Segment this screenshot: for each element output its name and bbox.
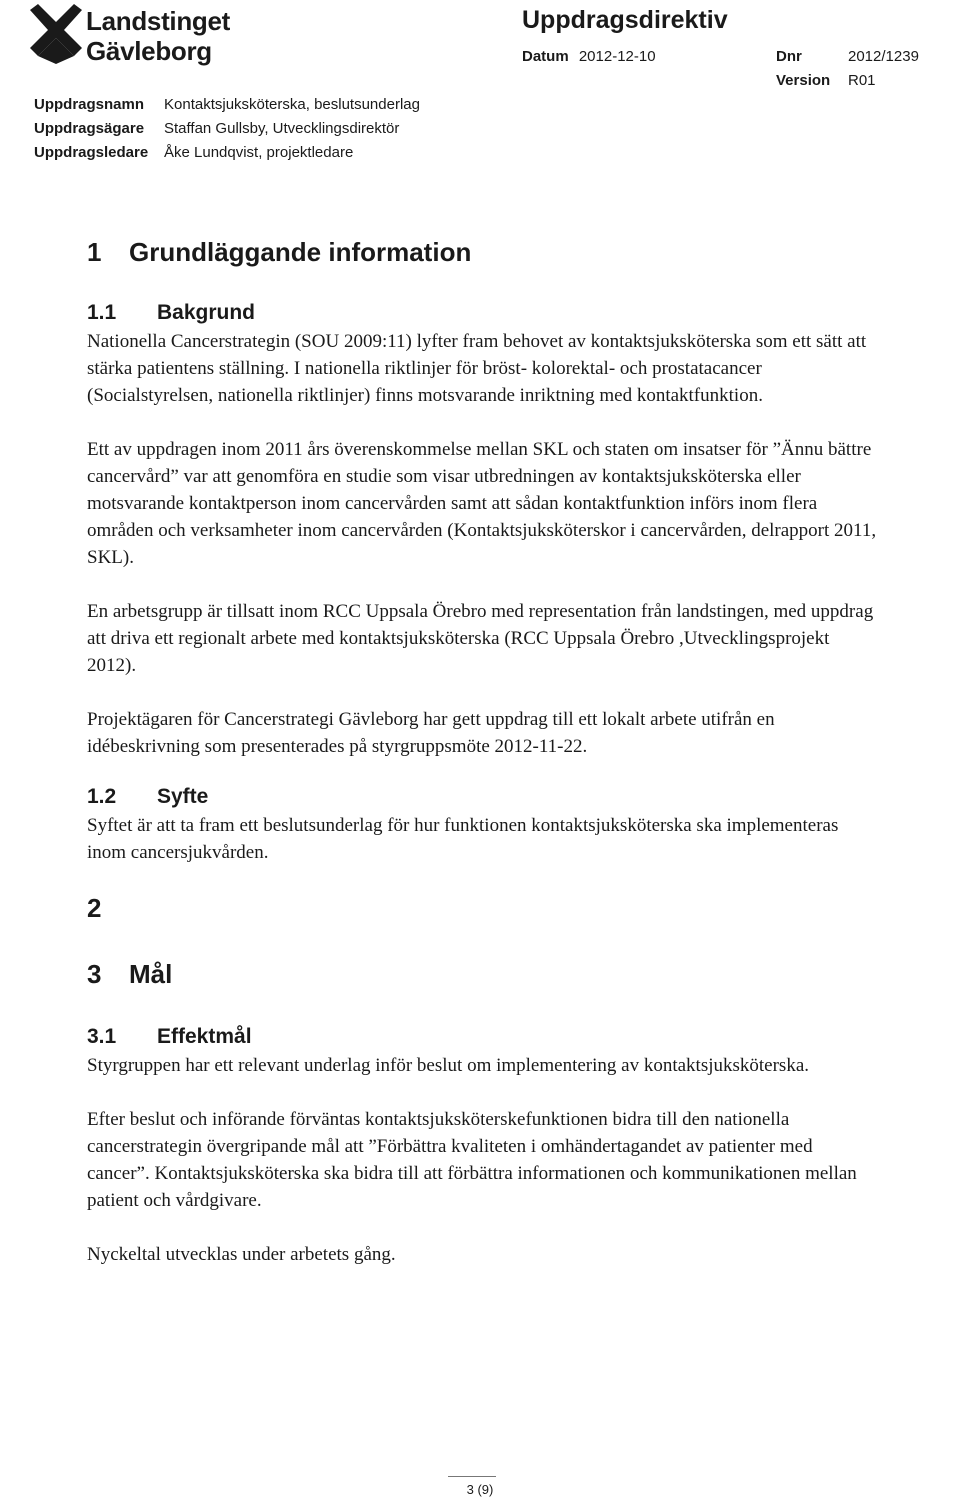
section-title: Syfte <box>157 785 209 808</box>
paragraph: En arbetsgrupp är tillsatt inom RCC Uppsala Örebro med representation från landstingen, med uppdrag att driva ett regionalt arbete med kontaktsjuksköterska (RCC Uppsala Örebro ,Utvecklingsprojekt 2012). <box>87 601 874 676</box>
dnr-label: Dnr <box>776 48 802 65</box>
section-heading-2 <box>87 888 877 928</box>
section-title: Mål <box>129 959 173 989</box>
meta-value: Åke Lundqvist, projektledare <box>164 144 354 161</box>
logo-wordmark <box>86 6 230 66</box>
meta-label: Uppdragsnamn <box>34 96 145 113</box>
section-heading-1-1 <box>87 298 877 328</box>
date-value: 2012-12-10 <box>578 48 656 65</box>
logo-line-1: Landstinget <box>86 6 231 36</box>
section-number: 3 <box>87 959 102 989</box>
meta-value: Kontaktsjuksköterska, beslutsunderlag <box>164 96 420 113</box>
assignment-metadata <box>34 93 420 165</box>
version-field <box>776 72 876 89</box>
meta-label: Uppdragsägare <box>34 120 145 137</box>
section-number: 2 <box>87 893 102 923</box>
meta-row <box>34 141 420 165</box>
section-title: Bakgrund <box>157 301 256 324</box>
landstinget-cross-logo-icon <box>30 4 82 64</box>
paragraph: Nyckeltal utvecklas under arbetets gång. <box>87 1244 396 1265</box>
paragraph: Syftet är att ta fram ett beslutsunderlag för hur funktionen kontaktsjuksköterska ska implementeras inom cancersjukvården. <box>87 815 839 863</box>
section-heading-3-1 <box>87 1022 877 1052</box>
meta-value: Staffan Gullsby, Utvecklingsdirektör <box>164 120 400 137</box>
section-number: 3.1 <box>87 1025 117 1048</box>
meta-label: Uppdragsledare <box>34 144 149 161</box>
paragraph: Nationella Cancerstrategin (SOU 2009:11) lyfter fram behovet av kontaktsjuksköterska som ett sätt att stärka patientens ställning. I nationella riktlinjer för bröst- kolorektal- och prostatacancer (Socialstyrelsen, nationella riktlinjer) finns motsvarande inriktning med kontaktfunktion. <box>87 331 867 406</box>
document-type: Uppdragsdirektiv <box>522 6 728 34</box>
dnr-value: 2012/1239 <box>848 48 919 65</box>
version-label: Version <box>776 72 831 89</box>
date-field <box>522 48 656 65</box>
logo-line-2: Gävleborg <box>86 36 212 66</box>
meta-row <box>34 117 420 141</box>
page-number: 3 (9) <box>466 1482 494 1497</box>
document-body <box>87 232 877 1268</box>
date-label: Datum <box>522 48 569 65</box>
organization-logo <box>30 4 250 68</box>
section-heading-1-2 <box>87 782 877 812</box>
section-number: 1.2 <box>87 785 117 808</box>
section-heading-1 <box>87 232 877 272</box>
dnr-field <box>776 48 919 65</box>
version-value: R01 <box>848 72 876 89</box>
section-heading-3 <box>87 954 877 994</box>
section-title: Effektmål <box>157 1025 252 1048</box>
paragraph: Styrgruppen har ett relevant underlag inför beslut om implementering av kontaktsjuksköterska. <box>87 1055 809 1076</box>
section-number: 1.1 <box>87 301 117 324</box>
paragraph: Ett av uppdragen inom 2011 års överenskommelse mellan SKL och staten om insatser för ”Ännu bättre cancervård” var att genomföra en studie som visar utbredningen av kontaktsjuksköterska eller motsvarande kontaktperson inom cancervården samt att sådan kontaktfunktion införs inom flera områden och verksamheter inom cancervården (Kontaktsjuksköterskor i cancervården, delrapport 2011, SKL). <box>87 439 877 568</box>
section-number: 1 <box>87 237 102 267</box>
paragraph: Efter beslut och införande förväntas kontaktsjuksköterskefunktionen bidra till den nationella cancerstrategin övergripande mål att ”Förbättra kvaliteten i omhändertagandet av patienter med cancer”. Kontaktsjuksköterska ska bidra till att förbättra informationen och kommunikationen mellan patient och vårdgivare. <box>87 1109 857 1211</box>
footer-divider <box>448 1476 496 1477</box>
section-title: Grundläggande information <box>129 237 472 267</box>
paragraph: Projektägaren för Cancerstrategi Gävleborg har gett uppdrag till ett lokalt arbete utifrån en idébeskrivning som presenterades på styrgruppsmöte 2012-11-22. <box>87 709 775 757</box>
meta-row <box>34 93 420 117</box>
